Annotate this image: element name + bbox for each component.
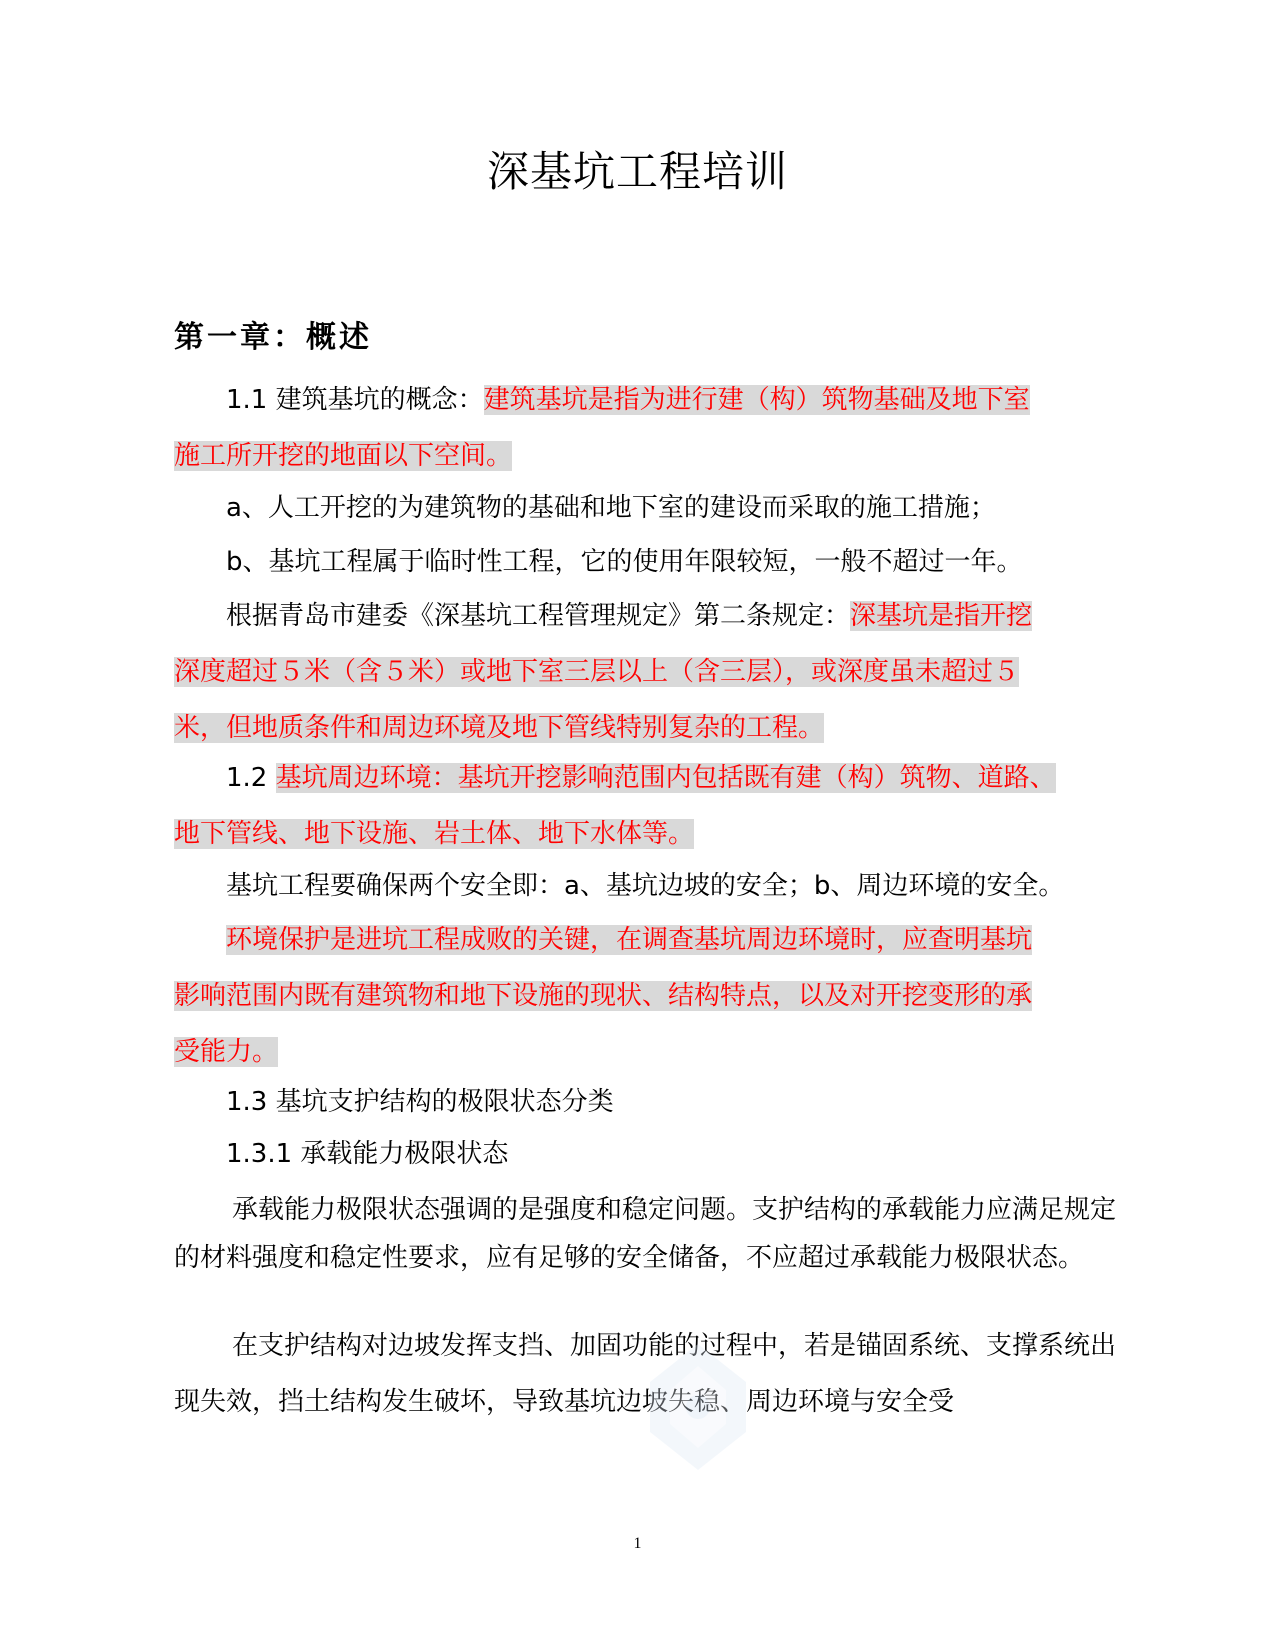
section-1-2-line2: [174, 806, 1134, 862]
qingdao-line1: [174, 588, 1134, 644]
chapter-heading: 第一章：概述: [174, 320, 372, 355]
watermark-logo-icon: [648, 1342, 748, 1472]
qingdao-line3: [174, 700, 1134, 756]
support-paragraph: 在支护结构对边坡发挥支挡、加固功能的过程中，若是锚固系统、支撑系统出现失效，挡土结构发生破坏，导致基坑边坡失稳、周边环境与安全受: [174, 1331, 1117, 1417]
environment-protection: [174, 912, 1134, 1080]
section-1-2-highlight-2: 地下管线、地下设施、岩土体、地下水体等。: [174, 819, 695, 849]
item-a: [174, 480, 1134, 536]
two-safety-text: 基坑工程要确保两个安全即：a、基坑边坡的安全；b、周边环境的安全。: [226, 871, 1065, 901]
section-1-1-line1: [174, 372, 1134, 428]
qingdao-line2: [174, 644, 1134, 700]
item-b: [174, 534, 1134, 590]
section-1-1: [174, 372, 1134, 484]
section-1-1-label: 1.1 建筑基坑的概念：: [226, 385, 484, 415]
two-safety: [174, 858, 1134, 914]
qingdao-prefix: 根据青岛市建委《深基坑工程管理规定》第二条规定：: [226, 601, 851, 631]
item-a-text: a、人工开挖的为建筑物的基础和地下室的建设而采取的施工措施；: [226, 493, 996, 523]
section-1-1-highlight-2: 施工所开挖的地面以下空间。: [174, 441, 513, 471]
section-1-1-line2: [174, 428, 1134, 484]
qingdao-highlight-2: 深度超过５米（含５米）或地下室三层以上（含三层），或深度虽未超过５: [174, 657, 1020, 687]
bearing-capacity-block: [174, 1186, 1134, 1282]
qingdao-definition: [174, 588, 1134, 756]
section-1-2: [174, 750, 1134, 862]
env-line1: [174, 912, 1134, 968]
env-line3: [174, 1024, 1134, 1080]
qingdao-highlight-3: 米，但地质条件和周边环境及地下管线特别复杂的工程。: [174, 713, 825, 743]
item-b-text: b、基坑工程属于临时性工程，它的使用年限较短，一般不超过一年。: [226, 547, 1023, 577]
section-1-3-1-heading: 1.3.1 承载能力极限状态: [226, 1139, 509, 1169]
section-1-1-highlight-1: 建筑基坑是指为进行建（构）筑物基础及地下室: [483, 385, 1030, 415]
section-1-2-label: 1.2: [226, 763, 276, 793]
env-highlight-3: 受能力。: [174, 1037, 279, 1067]
env-highlight-2: 影响范围内既有建筑物和地下设施的现状、结构特点，以及对开挖变形的承: [174, 981, 1033, 1011]
section-1-2-line1: [174, 750, 1134, 806]
section-1-2-highlight-1: 基坑周边环境：基坑开挖影响范围内包括既有建（构）筑物、道路、: [275, 763, 1056, 793]
section-1-3-heading: 1.3 基坑支护结构的极限状态分类: [226, 1087, 614, 1117]
env-highlight-1: 环境保护是进坑工程成败的关键，在调查基坑周边环境时，应查明基坑: [226, 925, 1033, 955]
page-number: 1: [633, 1535, 642, 1552]
section-1-3: [174, 1074, 1134, 1130]
bearing-paragraph: 承载能力极限状态强调的是强度和稳定问题。支护结构的承载能力应满足规定的材料强度和稳定性要求，应有足够的安全储备，不应超过承载能力极限状态。: [174, 1195, 1117, 1273]
page-title: 深基坑工程培训: [486, 147, 788, 196]
qingdao-highlight-1: 深基坑是指开挖: [850, 601, 1033, 631]
section-1-3-1: [174, 1126, 1134, 1182]
env-line2: [174, 968, 1134, 1024]
